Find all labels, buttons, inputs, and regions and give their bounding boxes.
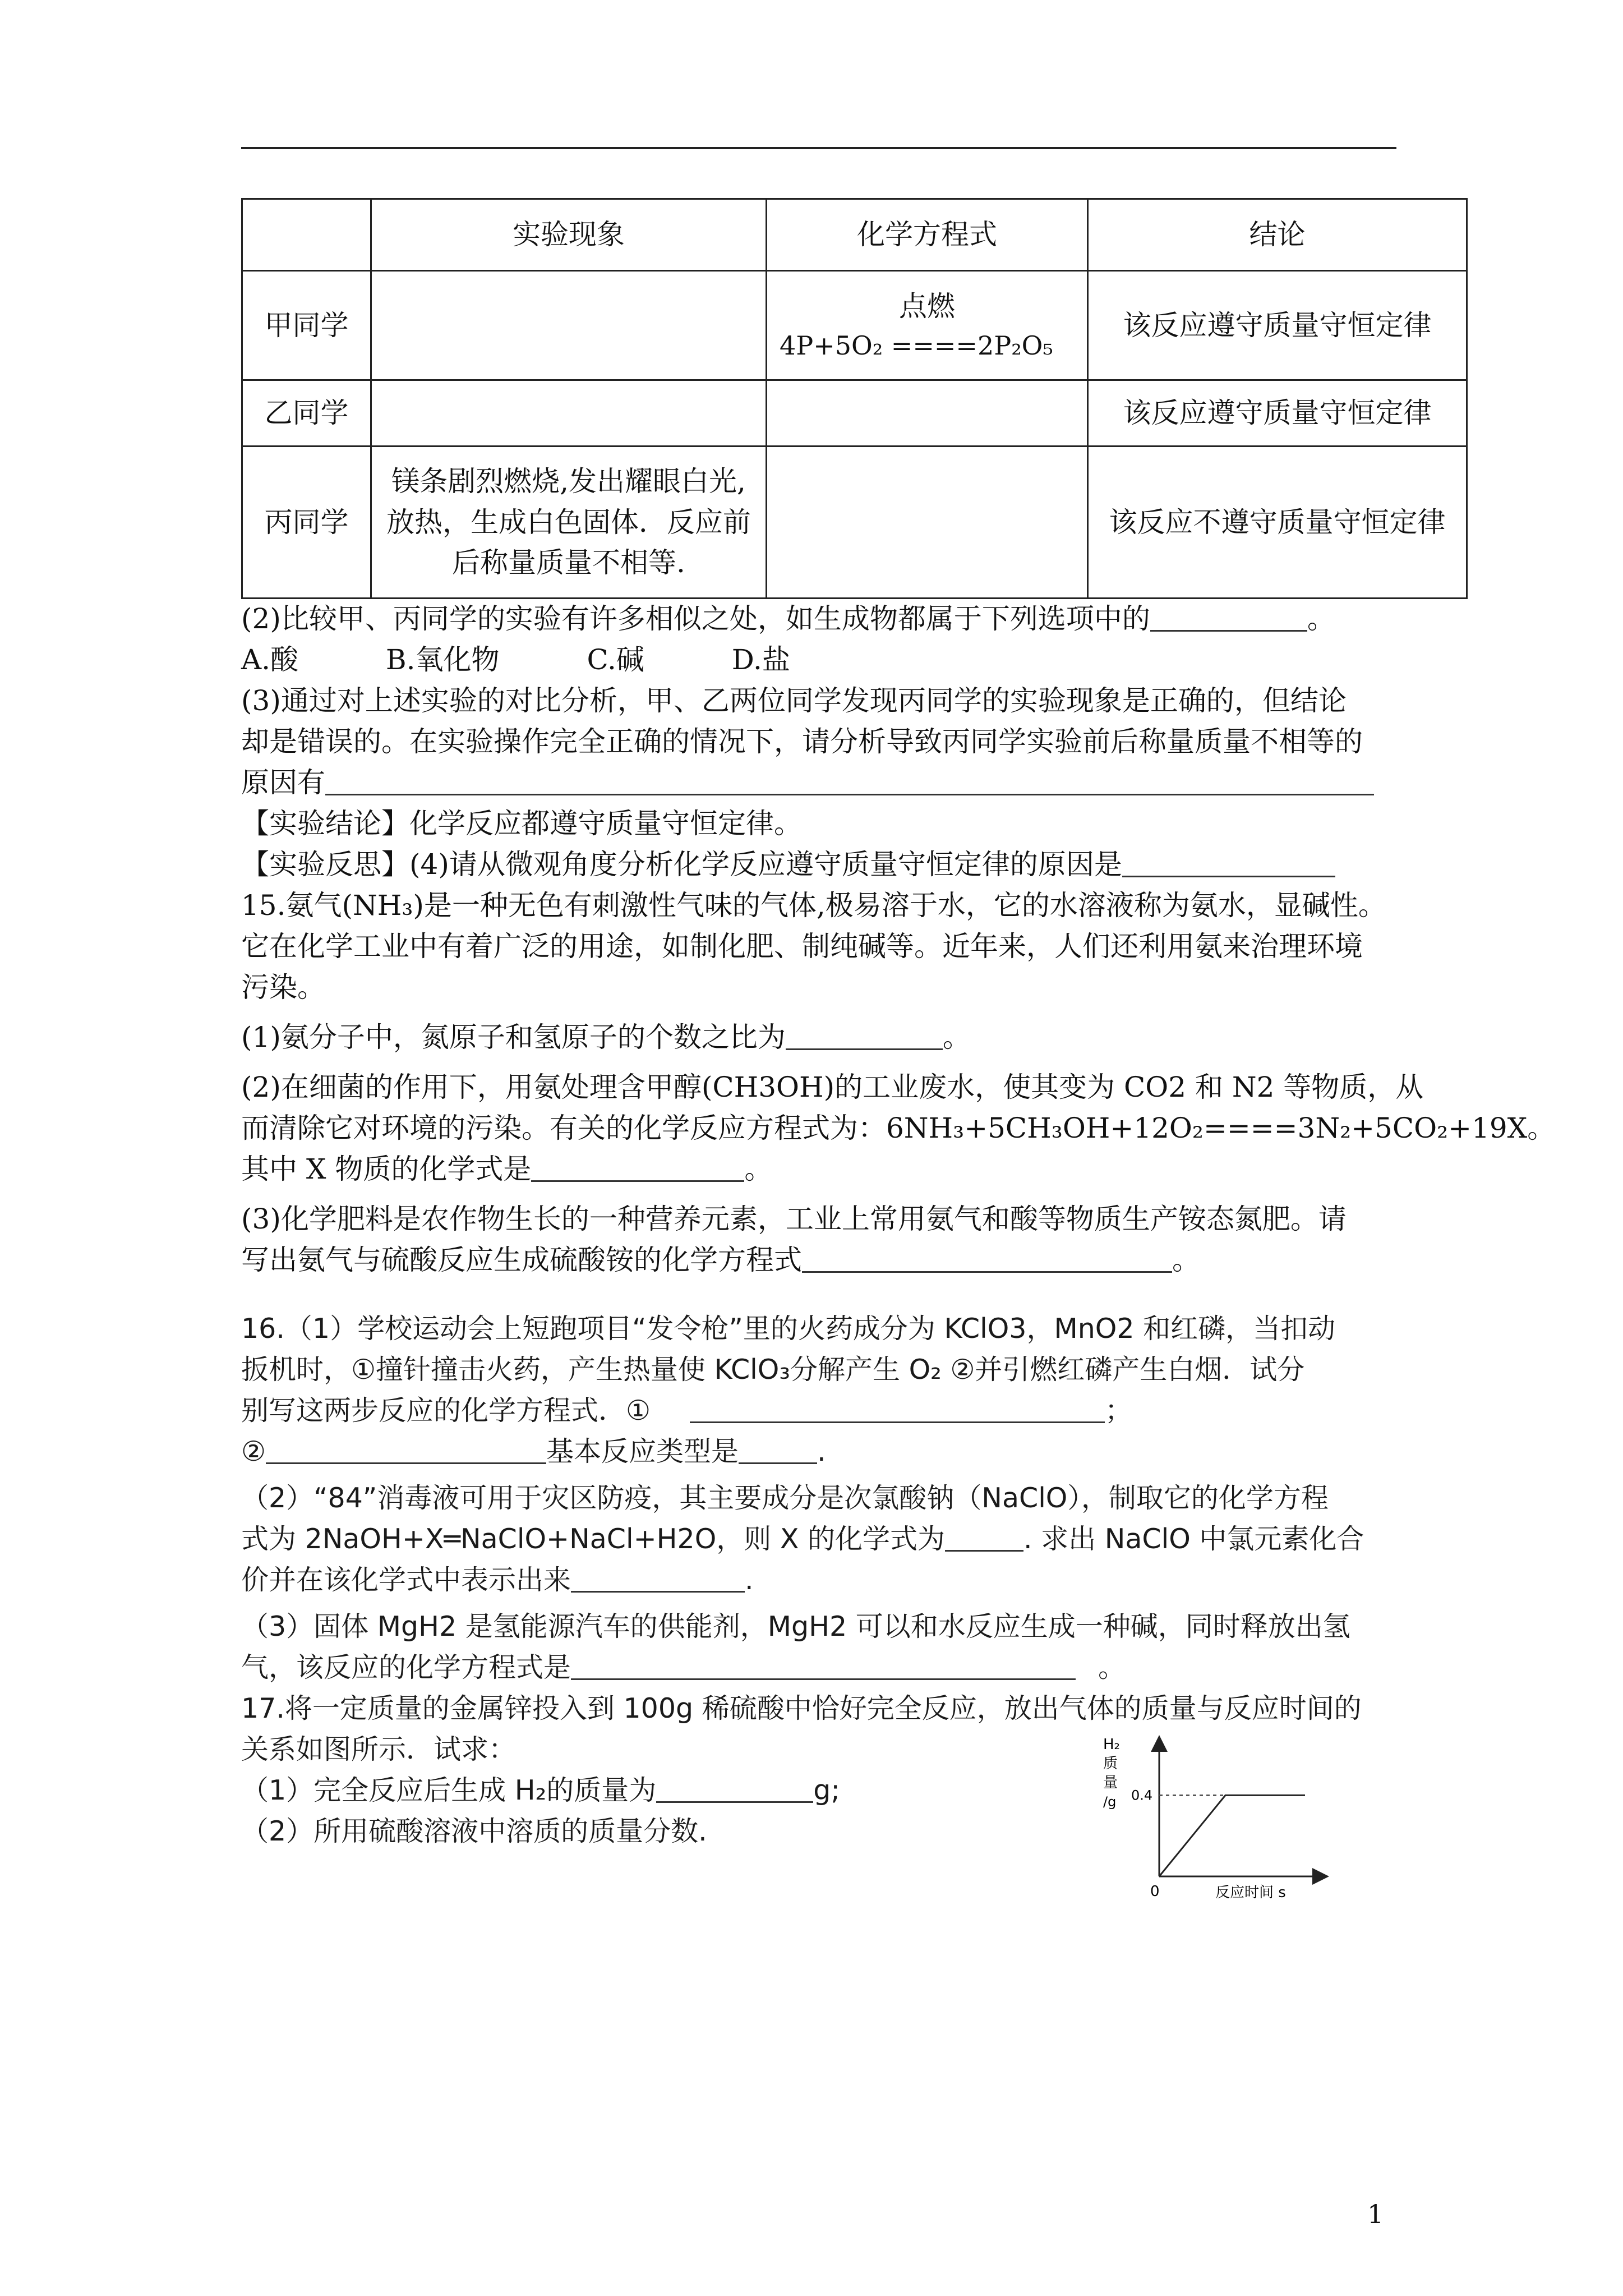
q15-line3: 污染。 <box>241 971 325 1004</box>
student-name: 丙同学 <box>242 447 371 599</box>
table-header-row <box>242 199 1467 271</box>
answer-blank[interactable] <box>325 769 1374 795</box>
option-a: A.酸 <box>241 643 299 676</box>
q16-line9: 气，该反应的化学方程式是 。 <box>241 1651 1126 1683</box>
x-axis-label: 反应时间 s <box>1215 1884 1286 1901</box>
answer-blank[interactable] <box>690 1397 1105 1423</box>
header-cell-phenomenon: 实验现象 <box>371 199 767 271</box>
chemical-equation: 4P+5O₂ ====2P₂O₅ <box>780 330 1053 361</box>
option-b: B.氧化物 <box>385 643 500 676</box>
answer-blank[interactable] <box>571 1566 745 1593</box>
q15-line2: 它在化学工业中有着广泛的用途，如制化肥、制纯碱等。近年来，人们还利用氨来治理环境 <box>241 930 1363 963</box>
student-name: 甲同学 <box>242 271 371 380</box>
phenomenon-cell <box>371 271 767 380</box>
header-cell-blank <box>242 199 371 271</box>
q17-part1: （1）完全反应后生成 H₂的质量为 g; <box>241 1774 840 1806</box>
header-cell-conclusion: 结论 <box>1088 199 1467 271</box>
q14-part3-line3: 原因有 <box>241 765 1374 800</box>
experiment-table <box>241 198 1468 599</box>
student-name: 乙同学 <box>242 380 371 447</box>
option-c: C.碱 <box>587 643 644 676</box>
table-row <box>242 380 1467 447</box>
q16-line5: （2）“84”消毒液可用于灾区防疫，其主要成分是次氯酸钠（NaClO），制取它的化学方程 <box>241 1482 1329 1514</box>
phenomenon-line: 镁条剧烈燃烧,发出耀眼白光, <box>391 465 746 498</box>
conclusion-cell: 该反应不遵守质量守恒定律 <box>1088 447 1467 599</box>
y-axis-label-line: H₂ <box>1103 1736 1120 1753</box>
q16-line6: 式为 2NaOH+X═NaClO+NaCl+H2O，则 X 的化学式为 . 求出 NaClO 中氯元素化合 <box>241 1523 1364 1555</box>
answer-blank[interactable] <box>266 1438 546 1464</box>
header-rule <box>241 147 1396 149</box>
mass-curve <box>1159 1795 1305 1876</box>
answer-blank[interactable] <box>656 1777 813 1803</box>
q15-part1: (1)氨分子中，氮原子和氢原子的个数之比为 。 <box>241 1021 971 1053</box>
q15-part2-line1: (2)在细菌的作用下，用氨处理含甲醇(CH3OH)的工业废水，使其变为 CO2 和 N2 等物质，从 <box>241 1071 1424 1103</box>
answer-blank[interactable] <box>945 1525 1023 1552</box>
header-cell-equation: 化学方程式 <box>767 199 1088 271</box>
y-axis-label-line: /g <box>1103 1794 1117 1810</box>
q17-part2: （2）所用硫酸溶液中溶质的质量分数. <box>241 1815 707 1847</box>
q15-line1: 15.氨气(NH₃)是一种无色有刺激性气味的气体,极易溶于水，它的水溶液称为氨水，显碱性。 <box>241 889 1386 922</box>
answer-blank[interactable] <box>1150 605 1307 632</box>
q14-reflection: 【实验反思】(4)请从微观角度分析化学反应遵守质量守恒定律的原因是 <box>241 847 1335 882</box>
q15-part2-line2: 而清除它对环境的污染。有关的化学反应方程式为：6NH₃+5CH₃OH+12O₂====3N₂+5CO₂+19X。 <box>241 1112 1556 1144</box>
y-axis-label-line: 质 <box>1103 1755 1118 1772</box>
q14-conclusion: 【实验结论】化学反应都遵守质量守恒定律。 <box>241 807 802 840</box>
conclusion-cell: 该反应遵守质量守恒定律 <box>1088 380 1467 447</box>
answer-blank[interactable] <box>802 1246 1172 1273</box>
q14-part3-line1: (3)通过对上述实验的对比分析，甲、乙两位同学发现丙同学的实验现象是正确的，但结论 <box>241 684 1347 717</box>
origin-label: 0 <box>1150 1883 1160 1900</box>
q16-line1: 16.（1）学校运动会上短跑项目“发令枪”里的火药成分为 KClO3，MnO2 和红磷，当扣动 <box>241 1313 1336 1345</box>
q15-part3-line2: 写出氨气与硫酸反应生成硫酸铵的化学方程式 。 <box>241 1244 1200 1276</box>
q17-line1: 17.将一定质量的金属锌投入到 100g 稀硫酸中恰好完全反应，放出气体的质量与反应时间的 <box>241 1692 1362 1724</box>
q15-part2-line3: 其中 X 物质的化学式是 。 <box>241 1153 773 1185</box>
q16-line2: 扳机时，①撞针撞击火药，产生热量使 KClO₃分解产生 O₂ ②并引燃红磷产生白烟．试分 <box>241 1354 1305 1386</box>
phenomenon-line: 放热，生成白色固体．反应前 <box>386 505 751 539</box>
conclusion-cell: 该反应遵守质量守恒定律 <box>1088 271 1467 380</box>
answer-blank[interactable] <box>1122 851 1335 877</box>
phenomenon-cell <box>371 380 767 447</box>
answer-blank[interactable] <box>739 1438 817 1464</box>
equation-cell <box>767 271 1088 380</box>
q17-line2: 关系如图所示．试求： <box>241 1733 517 1765</box>
page-number: 1 <box>1367 2199 1384 2229</box>
option-d: D.盐 <box>731 643 790 676</box>
q14-options <box>241 642 869 677</box>
q16-line4: ② 基本反应类型是 . <box>241 1435 826 1467</box>
table-row <box>242 447 1467 599</box>
q16-line8: （3）固体 MgH2 是氢能源汽车的供能剂，MgH2 可以和水反应生成一种碱，同时释放出氢 <box>241 1611 1350 1642</box>
hydrogen-mass-graph <box>1096 1728 1332 1918</box>
y-tick-label: 0.4 <box>1131 1787 1153 1803</box>
phenomenon-cell <box>371 447 767 599</box>
answer-blank[interactable] <box>786 1024 943 1050</box>
equation-cell <box>767 447 1088 599</box>
answer-blank[interactable] <box>571 1654 1076 1680</box>
answer-blank[interactable] <box>531 1156 744 1182</box>
q16-line7: 价并在该化学式中表示出来 . <box>241 1564 754 1596</box>
table-row <box>242 271 1467 380</box>
q14-part2: (2)比较甲、丙同学的实验有许多相似之处，如生成物都属于下列选项中的 。 <box>241 602 1335 635</box>
reaction-condition: 点燃 <box>899 290 955 323</box>
q15-part3-line1: (3)化学肥料是农作物生长的一种营养元素，工业上常用氨气和酸等物质生产铵态氮肥。请 <box>241 1203 1347 1235</box>
q14-part3-line2: 却是错误的。在实验操作完全正确的情况下，请分析导致丙同学实验前后称量质量不相等的 <box>241 725 1363 758</box>
y-axis-label-line: 量 <box>1103 1774 1118 1791</box>
phenomenon-line: 后称量质量不相等. <box>452 546 685 579</box>
equation-cell <box>767 380 1088 447</box>
q16-line3: 别写这两步反应的化学方程式．① ； <box>241 1395 1132 1427</box>
